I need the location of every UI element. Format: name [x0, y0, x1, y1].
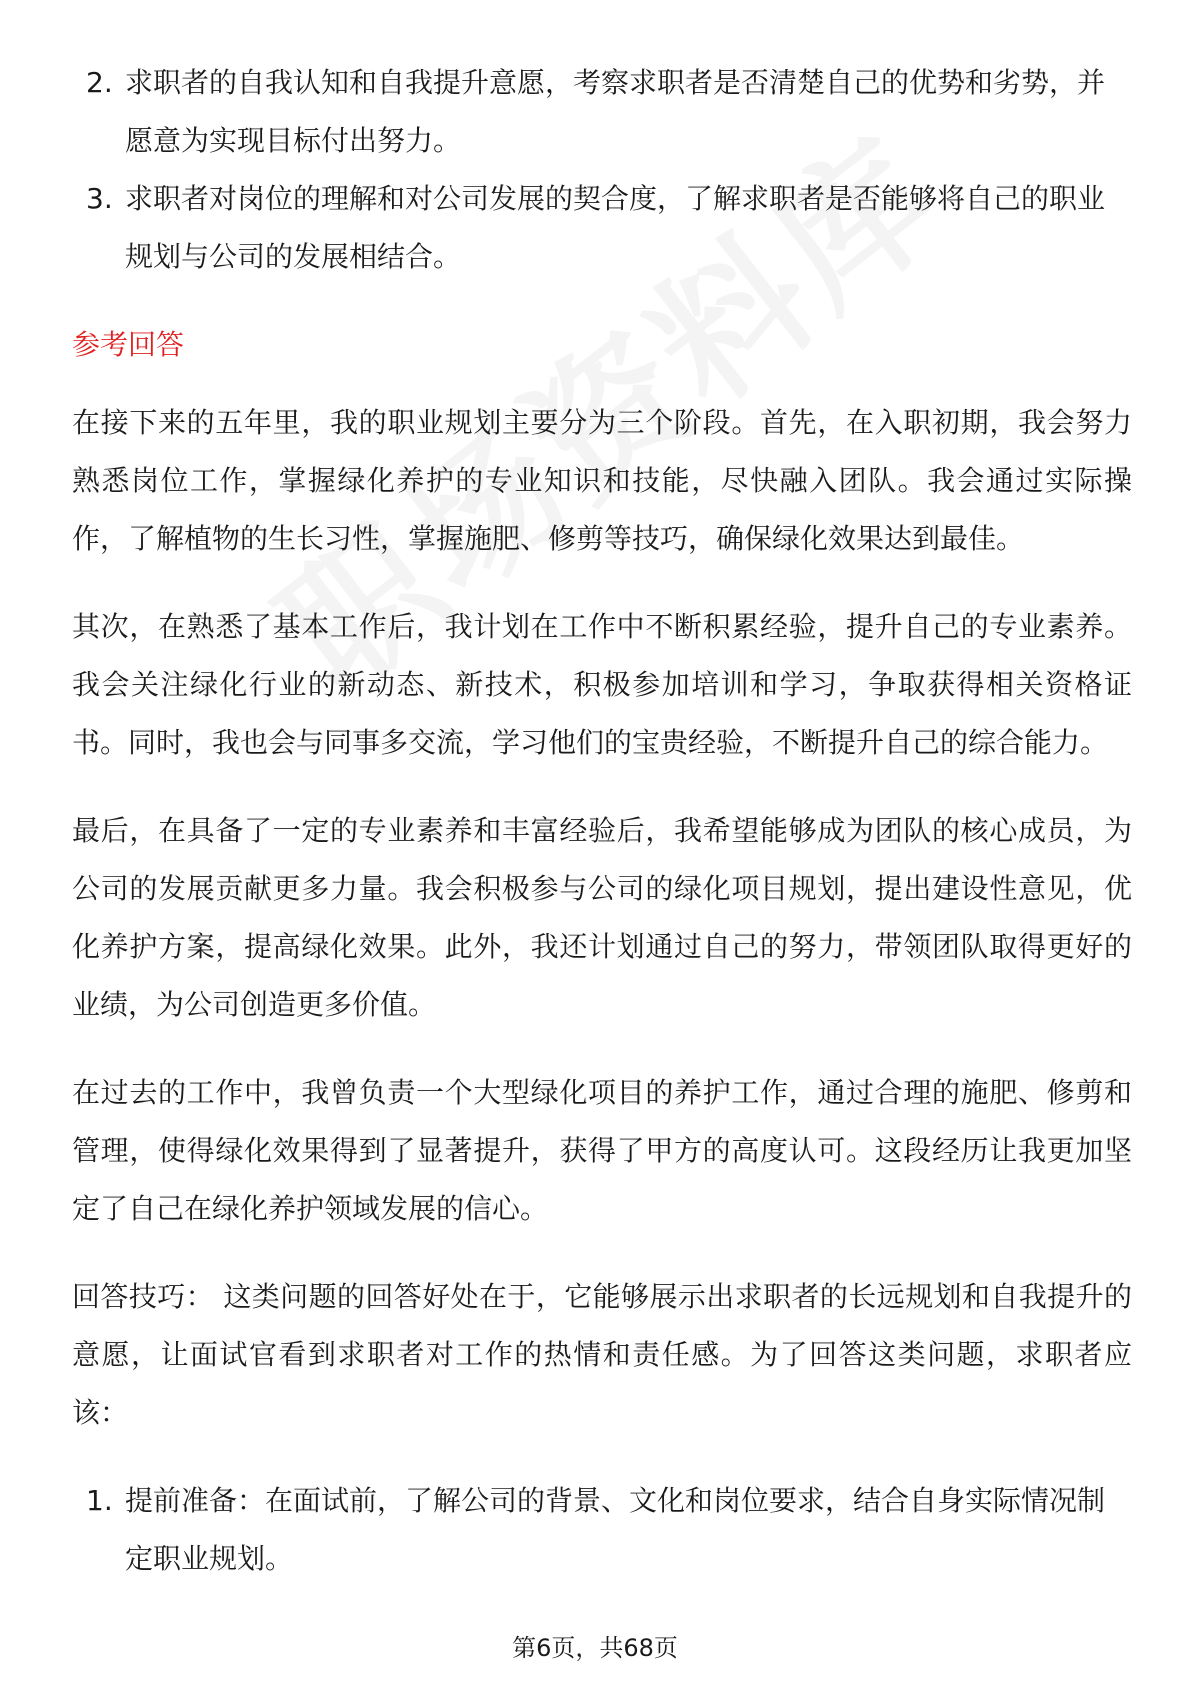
list-number: 3. — [86, 182, 113, 215]
list-item-2 — [72, 54, 1132, 170]
list-item-3 — [72, 170, 1132, 286]
list-number: 2. — [86, 66, 113, 99]
page-footer: 第6页，共68页 — [512, 1634, 678, 1662]
document-content — [72, 54, 1132, 1588]
paragraph-tips: 回答技巧： 这类问题的回答好处在于，它能够展示出求职者的长远规划和自我提升的意愿，让面试官看到求职者对工作的热情和责任感。为了回答这类问题，求职者应该： — [72, 1280, 1132, 1429]
list-item-1 — [72, 1472, 1132, 1588]
list-text: 求职者的自我认知和自我提升意愿，考察求职者是否清楚自己的优势和劣势，并愿意为实现目标付出努力。 — [125, 66, 1106, 157]
paragraph-2: 其次，在熟悉了基本工作后，我计划在工作中不断积累经验，提升自己的专业素养。我会关注绿化行业的新动态、新技术，积极参加培训和学习，争取获得相关资格证书。同时，我也会与同事多交流，学习他们的宝贵经验，不断提升自己的综合能力。 — [72, 610, 1132, 759]
list-number: 1. — [86, 1484, 113, 1517]
paragraph-3: 最后，在具备了一定的专业素养和丰富经验后，我希望能够成为团队的核心成员，为公司的发展贡献更多力量。我会积极参与公司的绿化项目规划，提出建设性意见，优化养护方案，提高绿化效果。此外，我还计划通过自己的努力，带领团队取得更好的业绩，为公司创造更多价值。 — [72, 814, 1132, 1021]
list-text: 提前准备：在面试前，了解公司的背景、文化和岗位要求，结合自身实际情况制定职业规划。 — [125, 1484, 1106, 1575]
section-heading: 参考回答 — [72, 328, 185, 361]
paragraph-1: 在接下来的五年里，我的职业规划主要分为三个阶段。首先，在入职初期，我会努力熟悉岗位工作，掌握绿化养护的专业知识和技能，尽快融入团队。我会通过实际操作，了解植物的生长习性，掌握施肥、修剪等技巧，确保绿化效果达到最佳。 — [72, 406, 1132, 555]
paragraph-4: 在过去的工作中，我曾负责一个大型绿化项目的养护工作，通过合理的施肥、修剪和管理，使得绿化效果得到了显著提升，获得了甲方的高度认可。这段经历让我更加坚定了自己在绿化养护领域发展的信心。 — [72, 1076, 1132, 1225]
list-text: 求职者对岗位的理解和对公司发展的契合度，了解求职者是否能够将自己的职业规划与公司的发展相结合。 — [125, 182, 1106, 273]
